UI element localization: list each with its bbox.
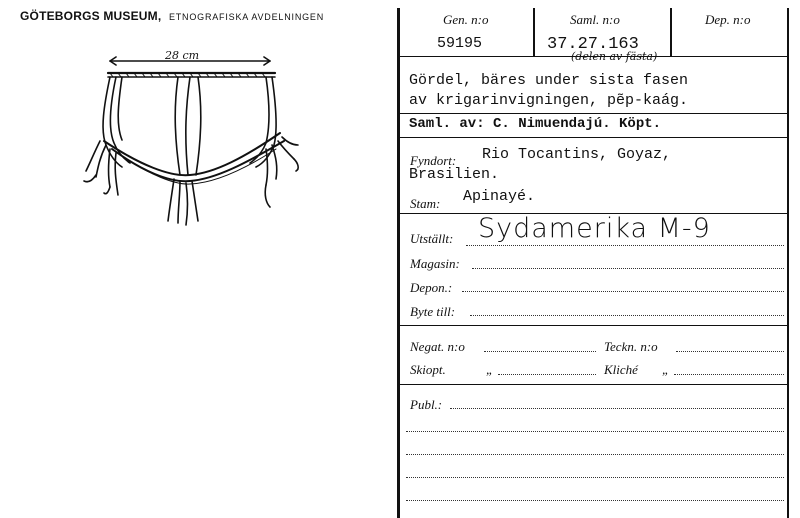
byte-label: Byte till: (410, 304, 456, 319)
form-right-border (787, 8, 789, 518)
gen-label: Gen. n:o (443, 12, 489, 27)
description-rule (398, 113, 788, 114)
skiopt-dots (498, 374, 596, 375)
column-divider-1 (533, 8, 535, 56)
collected-by: Saml. av: C. Nimuendajú. Köpt. (409, 116, 662, 132)
museum-department: ETNOGRAFISKA AVDELNINGEN (168, 12, 325, 22)
utstallt-label: Utställt: (410, 231, 454, 246)
saml-value: 37.27.163 (547, 35, 639, 54)
description-line-2: av krigarinvigningen, pẽp-kaág. (409, 92, 689, 109)
gen-value: 59195 (437, 35, 483, 52)
publ-dots-1 (450, 408, 784, 409)
column-divider-2 (670, 8, 672, 56)
fyndort-value-2: Brasilien. (409, 166, 500, 183)
negat-label: Negat. n:o (410, 339, 465, 354)
depon-label: Depon.: (410, 280, 453, 295)
skiopt-label: Skiopt. (410, 362, 446, 377)
magasin-dots (472, 268, 784, 269)
insert-note: (delen av fästa) (571, 50, 658, 63)
fyndort-value: Rio Tocantins, Goyaz, (482, 146, 672, 163)
photo-rule (398, 384, 788, 385)
stam-label: Stam: (410, 196, 441, 211)
teckn-label: Teckn. n:o (604, 339, 658, 354)
museum-header (20, 9, 324, 23)
magasin-label: Magasin: (410, 256, 460, 271)
description-line-1: Gördel, bäres under sista fasen (409, 72, 689, 89)
form-left-border (397, 8, 400, 518)
stam-value: Apinayé. (463, 188, 536, 205)
collected-rule (398, 137, 788, 138)
kliche-ditto: „ (662, 362, 670, 377)
belt-sketch (70, 45, 310, 235)
publ-label: Publ.: (410, 397, 443, 412)
publ-dots-5 (406, 500, 784, 501)
teckn-dots (676, 351, 784, 352)
kliche-dots (674, 374, 784, 375)
dep-label: Dep. n:o (705, 12, 751, 27)
size-label: 28 cm (165, 49, 200, 62)
museum-name: GÖTEBORGS MUSEUM, (20, 9, 162, 23)
utstallt-dots (466, 245, 784, 246)
byte-rule (398, 325, 788, 326)
byte-dots (470, 315, 784, 316)
publ-dots-2 (406, 431, 784, 432)
fyndort-label: Fyndort: (410, 153, 457, 168)
skiopt-ditto: „ (486, 362, 494, 377)
depon-dots (462, 291, 784, 292)
publ-dots-4 (406, 477, 784, 478)
negat-dots (484, 351, 596, 352)
saml-label: Saml. n:o (570, 12, 620, 27)
publ-dots-3 (406, 454, 784, 455)
kliche-label: Kliché (604, 362, 638, 377)
utstallt-value: Sydamerika M-9 (478, 213, 711, 244)
